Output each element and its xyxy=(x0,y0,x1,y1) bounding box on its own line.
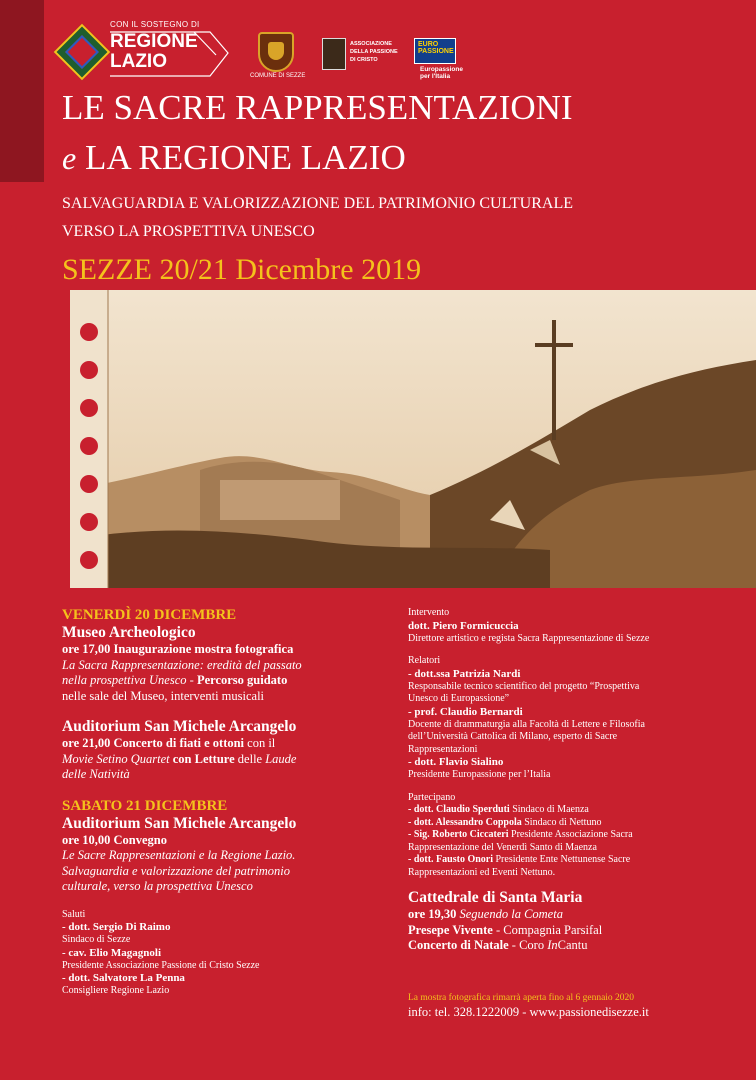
v2-con: con il xyxy=(244,736,276,750)
venue-auditorium-2: Auditorium San Michele Arcangelo xyxy=(62,814,297,832)
saluti-label: Saluti xyxy=(62,908,86,920)
exhibition-note: La mostra fotografica rimarrà aperta fino al 6 gennaio 2020 xyxy=(408,992,635,1003)
info-contact: info: tel. 328.1222009 - www.passionedisezze.it xyxy=(408,1004,649,1019)
partecipante-2 xyxy=(408,817,748,830)
c-l2-rest: - Compagnia Parsifal xyxy=(492,922,603,937)
v1-line3 xyxy=(62,673,374,689)
c-l3-rest: - Coro xyxy=(508,938,548,952)
regione-lazio-logo xyxy=(54,24,111,81)
support-label: CON IL SOSTEGNO DI xyxy=(110,20,200,29)
day1-heading: VENERDÌ 20 DICEMBRE xyxy=(62,607,237,623)
v2-line3: delle Natività xyxy=(62,767,130,781)
v3-italic3: culturale, verso la prospettiva Unesco xyxy=(62,879,253,893)
day2-heading: SABATO 21 DICEMBRE xyxy=(62,797,228,814)
p2-name: - dott. Alessandro Coppola xyxy=(408,816,522,828)
v1-line4: nelle sale del Museo, interventi musicali xyxy=(62,688,265,703)
p3-role: Presidente Associazione Sacra xyxy=(508,829,633,840)
partecipante-1 xyxy=(408,804,748,817)
association-label xyxy=(350,40,398,64)
c-l3-italic: In xyxy=(547,938,558,952)
intervento-label: Intervento xyxy=(408,607,450,618)
assoc-line2: DELLA PASSIONE xyxy=(350,49,398,55)
relatore-1-role1: Responsabile tecnico scientifico del progetto “Prospettiva xyxy=(408,680,640,692)
c-l3-bold: Concerto di Natale xyxy=(408,938,509,952)
sepia-landscape-photo xyxy=(70,290,756,588)
main-title-line2 xyxy=(62,138,406,178)
dark-band xyxy=(0,0,44,182)
left-column xyxy=(62,606,374,998)
event-date: SEZZE 20/21 Dicembre 2019 xyxy=(62,253,422,286)
v2-line2 xyxy=(62,752,374,768)
v1-italic2: nella prospettiva Unesco xyxy=(62,673,187,687)
intervento-name: dott. Piero Formicuccia xyxy=(408,619,519,632)
p2-role: Sindaco di Nettuno xyxy=(521,816,602,828)
p1-role: Sindaco di Maenza xyxy=(509,804,589,815)
p4-name: - dott. Fausto Onori xyxy=(408,854,493,865)
cathedral-heading: Cattedrale di Santa Maria xyxy=(408,889,583,906)
assoc-line3: DI CRISTO xyxy=(350,57,378,63)
relatore-2-role3: Rappresentazioni xyxy=(408,743,478,755)
v3-italic1: Le Sacre Rappresentazioni e la Regione Lazio. xyxy=(62,848,296,862)
regione-lazio-name xyxy=(110,32,198,72)
v2-letture: con Letture xyxy=(169,751,235,766)
v2-italic: Movie Setino Quartet xyxy=(62,751,170,766)
v2-laude: Laude xyxy=(265,751,297,766)
relatore-3-name: - dott. Flavio Sialino xyxy=(408,756,504,768)
relatore-2-role1: Docente di drammaturgia alla Facoltà di Lettere e Filosofia xyxy=(408,718,645,730)
relatori-label: Relatori xyxy=(408,655,441,666)
partecipante-3 xyxy=(408,829,748,842)
title-e: e xyxy=(62,140,77,176)
saluti-2-name: - cav. Elio Magagnoli xyxy=(62,946,161,959)
venue-museo: Museo Archeologico xyxy=(62,624,196,641)
venue-auditorium-1: Auditorium San Michele Arcangelo xyxy=(62,718,297,735)
partecipante-4-cont: Rappresentazioni ed Eventi Nettuno. xyxy=(408,866,556,878)
saluti-3-role: Consigliere Regione Lazio xyxy=(62,985,170,996)
cathedral-line1 xyxy=(408,907,748,923)
region-line1: REGIONE xyxy=(110,31,198,52)
v1-time: ore 17,00 Inaugurazione mostra fotografica xyxy=(62,642,294,656)
relatore-3-role: Presidente Europassione per l’Italia xyxy=(408,769,551,780)
euro-box-text: EURO PASSIONE xyxy=(418,41,454,55)
c-italic: Seguendo la Cometa xyxy=(456,907,563,921)
saluti-1-name: - dott. Sergio Di Raimo xyxy=(62,921,171,933)
v1-dash: - xyxy=(186,673,197,687)
relatore-1-name: - dott.ssa Patrizia Nardi xyxy=(408,667,521,680)
right-column xyxy=(408,607,748,1020)
relatore-1-role2: Unesco di Europassione” xyxy=(408,693,510,704)
sezze-label: COMUNE DI SEZZE xyxy=(250,73,306,79)
subtitle-1: SALVAGUARDIA E VALORIZZAZIONE DEL PATRIMONIO CULTURALE xyxy=(62,195,573,212)
v2-delle: delle xyxy=(234,751,266,766)
saluti-1-role: Sindaco di Sezze xyxy=(62,934,131,945)
title-line2-text: LA REGIONE LAZIO xyxy=(76,138,406,177)
relatore-2-name: - prof. Claudio Bernardi xyxy=(408,705,523,718)
assoc-line1: ASSOCIAZIONE xyxy=(350,41,392,47)
subtitle-2: VERSO LA PROSPETTIVA UNESCO xyxy=(62,223,315,240)
p4-role: Presidente Ente Nettunense Sacre xyxy=(493,854,631,865)
euro-line1: Europassione xyxy=(420,66,463,73)
v2-line1 xyxy=(62,736,374,752)
cathedral-line2 xyxy=(408,923,748,939)
euro-line2: per l'Italia xyxy=(420,73,451,80)
partecipante-4 xyxy=(408,854,748,867)
intervento-role: Direttore artistico e regista Sacra Rappresentazione di Sezze xyxy=(408,632,650,644)
c-l2-bold: Presepe Vivente xyxy=(408,922,493,937)
partecipano-label: Partecipano xyxy=(408,791,456,803)
saluti-3-name: - dott. Salvatore La Penna xyxy=(62,972,185,984)
v2-time: ore 21,00 Concerto di fiati e ottoni xyxy=(62,736,245,750)
europassione-label xyxy=(420,66,463,80)
relatore-2-role2: dell’Università Cattolica di Milano, esperto di Sacre xyxy=(408,731,618,742)
p1-name: - dott. Claudio Sperduti xyxy=(408,804,510,815)
sezze-crest-logo xyxy=(258,32,294,72)
v1-bold: Percorso guidato xyxy=(196,673,288,687)
saluti-2-role: Presidente Associazione Passione di Cristo Sezze xyxy=(62,959,260,971)
v3-time: ore 10,00 Convegno xyxy=(62,832,167,847)
europassione-logo xyxy=(414,38,456,64)
cathedral-line3 xyxy=(408,938,748,954)
v3-italic2: Salvaguardia e valorizzazione del patrimonio xyxy=(62,863,290,878)
association-logo xyxy=(322,38,346,70)
c-time: ore 19,30 xyxy=(408,907,457,921)
c-l3-end: Cantu xyxy=(557,938,588,952)
main-title: LE SACRE RAPPRESENTAZIONI xyxy=(62,88,573,127)
v1-italic1: La Sacra Rappresentazione: eredità del passato xyxy=(62,657,302,672)
region-line2: LAZIO xyxy=(110,51,167,72)
p3-name: - Sig. Roberto Ciccateri xyxy=(408,829,509,840)
partecipante-3-cont: Rappresentazione del Venerdì Santo di Maenza xyxy=(408,841,597,853)
